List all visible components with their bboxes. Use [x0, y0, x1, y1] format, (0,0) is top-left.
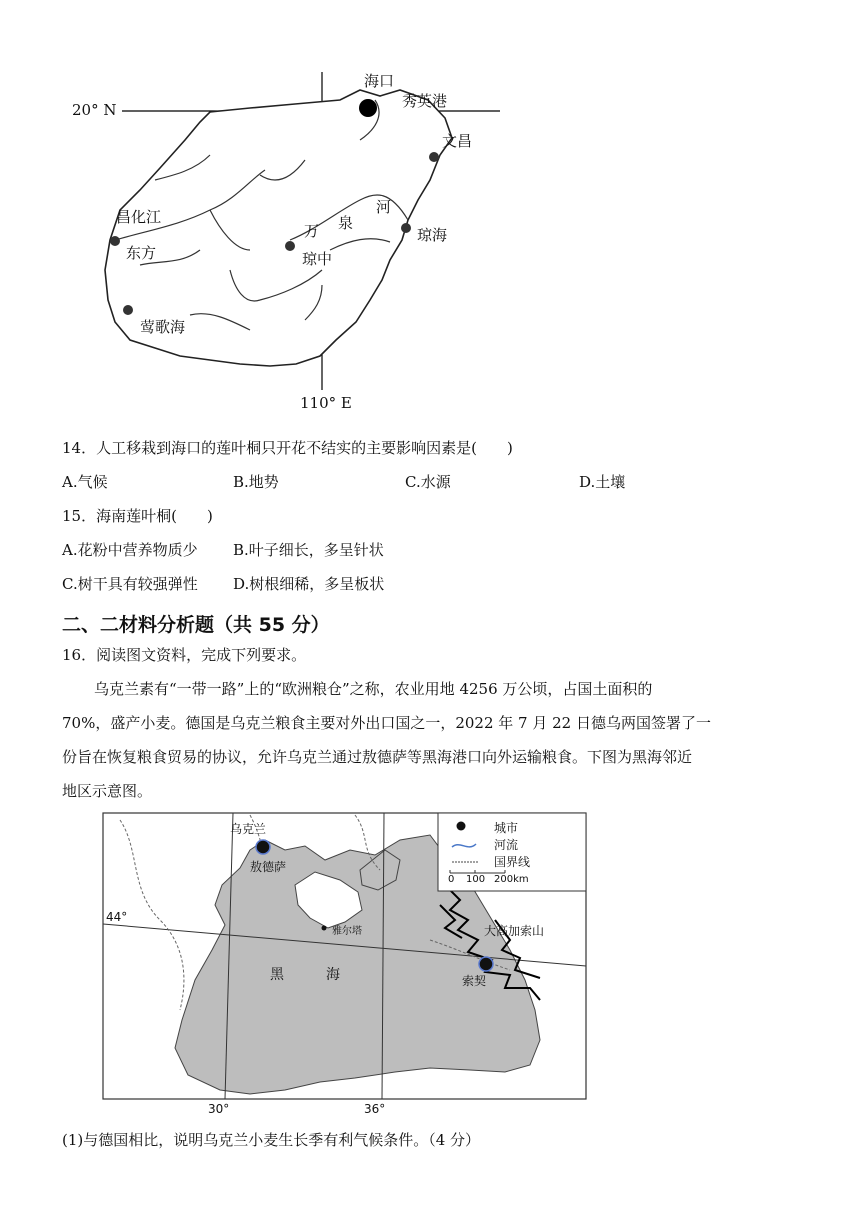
- wan-label: 万: [304, 222, 320, 240]
- xiuying-label: 秀英港: [402, 92, 448, 110]
- yalta-dot: [322, 926, 327, 931]
- q16-para-line-3: 份旨在恢复粮食贸易的协议，允许乌克兰通过敖德萨等黑海港口向外运输粮食。下图为黑海邻近: [62, 748, 693, 766]
- longitude-label: 110° E: [300, 394, 352, 412]
- legend-city-dot: [457, 822, 466, 831]
- qionghai-dot: [401, 223, 411, 233]
- dongfang-dot: [110, 236, 120, 246]
- q15-option-d[interactable]: D.树根细稀，多呈板状: [233, 575, 385, 593]
- latitude-label: 20° N: [72, 101, 117, 119]
- sea-label-1: 黑: [270, 967, 284, 983]
- q16-sub1: (1)与德国相比，说明乌克兰小麦生长季有利气候条件。（4 分）: [62, 1131, 481, 1149]
- haikou-dot: [359, 99, 377, 117]
- changhua-label: 昌化江: [116, 208, 162, 226]
- yinggehai-dot: [123, 305, 133, 315]
- q15-option-b[interactable]: B.叶子细长，多呈针状: [233, 541, 384, 559]
- quan-label: 泉: [338, 214, 354, 232]
- wenchang-dot: [429, 152, 439, 162]
- q15-stem: 15．海南莲叶桐( ): [62, 507, 213, 525]
- haikou-label: 海口: [364, 72, 395, 90]
- blacksea-map: [100, 810, 590, 1122]
- lon-30-label: 30°: [208, 1102, 230, 1116]
- odesa-label: 敖德萨: [250, 860, 287, 874]
- yinggehai-label: 莺歌海: [140, 318, 186, 336]
- q14-option-d[interactable]: D.土壤: [579, 473, 626, 491]
- legend-scale-200: 200km: [494, 874, 529, 885]
- he-label: 河: [376, 198, 392, 216]
- sea-label-2: 海: [326, 967, 340, 983]
- caucasus-label: 大高加索山: [484, 924, 545, 938]
- q14-stem: 14．人工移栽到海口的莲叶桐只开花不结实的主要影响因素是( ): [62, 439, 513, 457]
- q14-option-b[interactable]: B.地势: [233, 473, 279, 491]
- sochi-dot: [479, 957, 493, 971]
- yalta-label: 雅尔塔: [332, 926, 362, 937]
- legend-river-label: 河流: [494, 838, 519, 852]
- legend-scale-0: 0: [448, 874, 455, 885]
- section-title: 二、二材料分析题（共 55 分）: [62, 614, 330, 636]
- wenchang-label: 文昌: [442, 132, 473, 150]
- odesa-dot: [256, 840, 270, 854]
- q16-para-line-1: 乌克兰素有“一带一路”上的“欧洲粮仓”之称，农业用地 4256 万公顷，占国土面积的: [94, 680, 653, 698]
- dongfang-label: 东方: [126, 244, 157, 262]
- hainan-map: [60, 60, 520, 420]
- qionghai-label: 琼海: [417, 226, 448, 244]
- q16-para-line-4: 地区示意图。: [62, 782, 153, 800]
- lon-36-label: 36°: [364, 1102, 386, 1116]
- q16-stem: 16．阅读图文资料，完成下列要求。: [62, 646, 307, 664]
- q14-option-c[interactable]: C.水源: [405, 473, 451, 491]
- hainan-map-svg: [60, 60, 520, 420]
- q15-option-a[interactable]: A.花粉中营养物质少: [62, 541, 198, 559]
- legend-city-label: 城市: [494, 821, 519, 835]
- q15-option-c[interactable]: C.树干具有较强弹性: [62, 575, 198, 593]
- legend-scale-100: 100: [466, 874, 486, 885]
- qiongzhong-label: 琼中: [302, 250, 333, 268]
- ukraine-label: 乌克兰: [230, 822, 267, 836]
- q16-para-line-2: 70%，盛产小麦。德国是乌克兰粮食主要对外出口国之一，2022 年 7 月 22 日德乌两国签署了一: [62, 714, 711, 732]
- sochi-label: 索契: [462, 974, 487, 988]
- legend-border-label: 国界线: [494, 855, 531, 869]
- q14-option-a[interactable]: A.气候: [62, 473, 108, 491]
- qiongzhong-dot: [285, 241, 295, 251]
- lat-44-label: 44°: [106, 910, 128, 924]
